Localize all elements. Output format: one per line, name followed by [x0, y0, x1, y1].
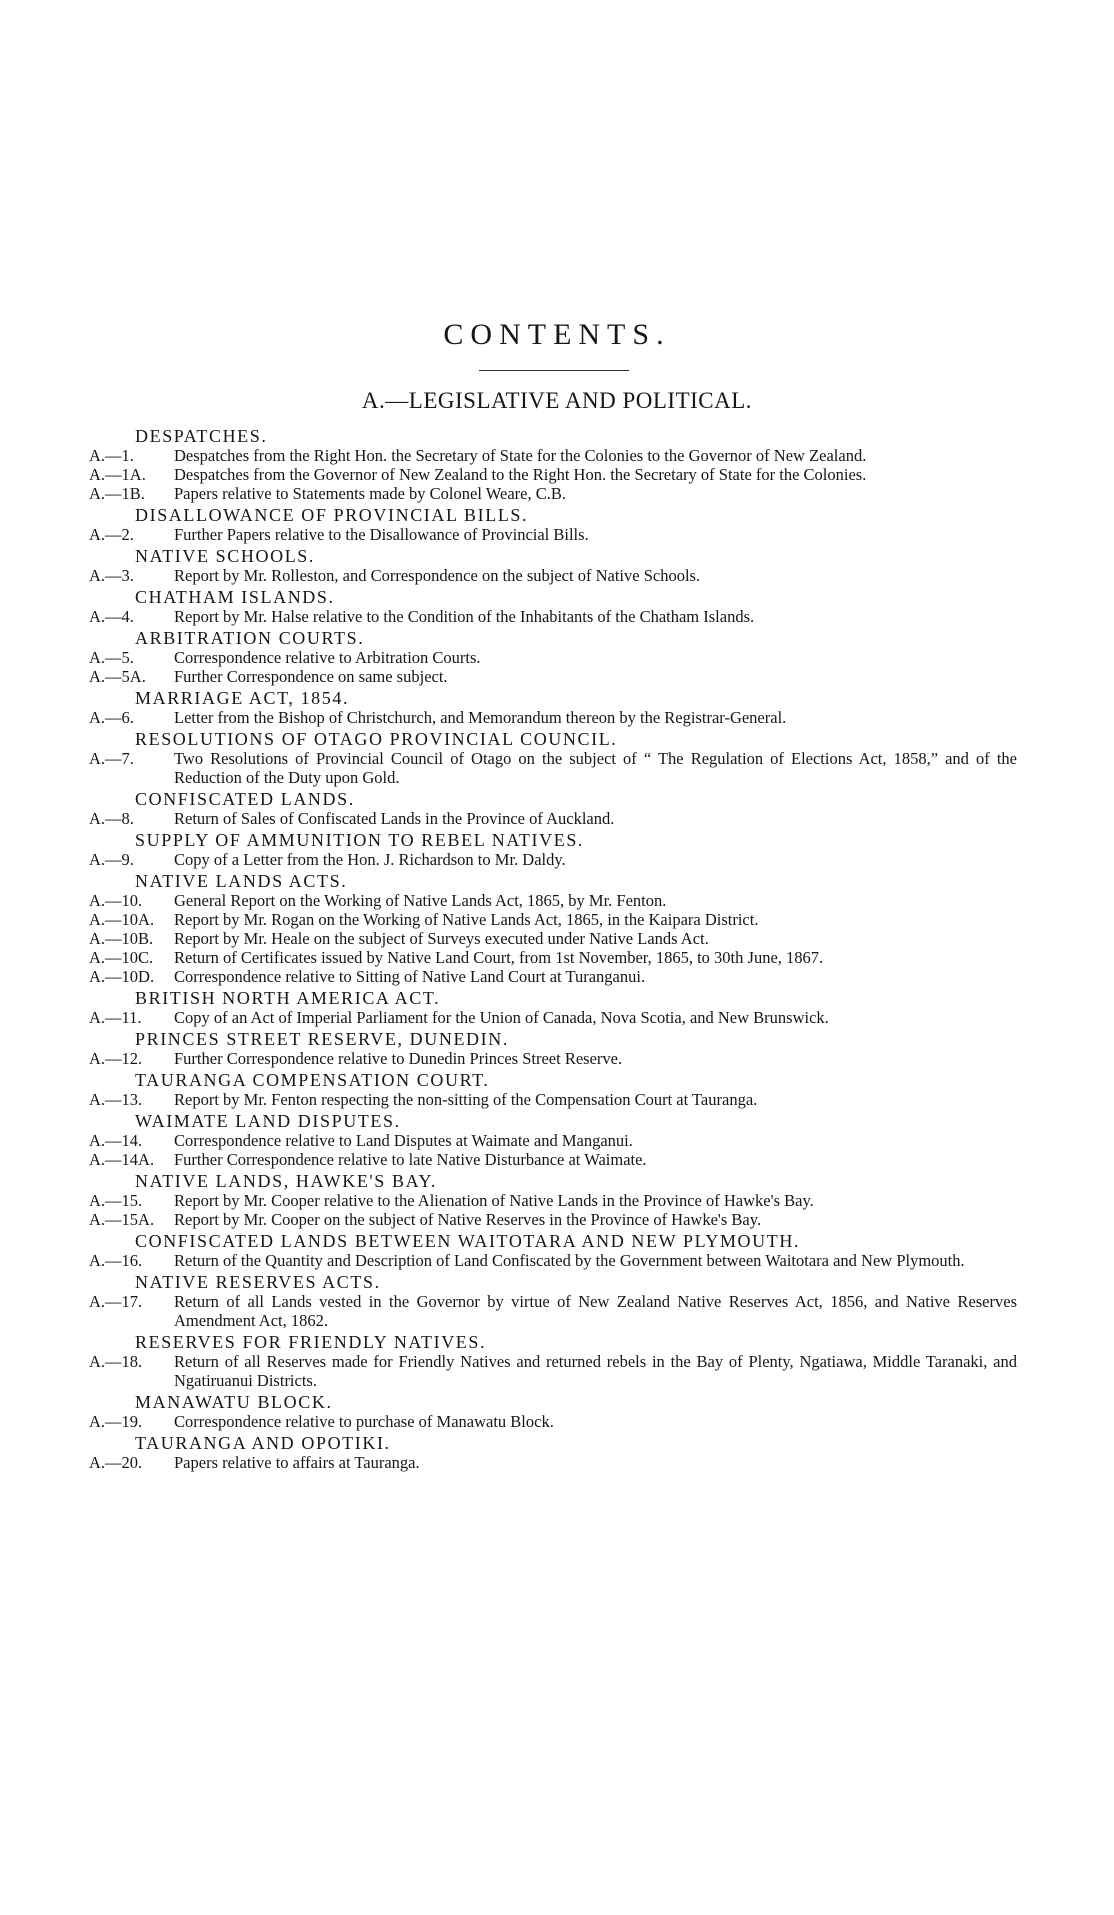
entry-description: Copy of a Letter from the Hon. J. Richardson to Mr. Daldy. [174, 850, 566, 869]
entry-code: A.—20. [89, 1453, 143, 1472]
group-heading: DESPATCHES. [135, 426, 268, 446]
entry-description: Report by Mr. Cooper relative to the Alienation of Native Lands in the Province of Hawke's Bay. [174, 1191, 814, 1210]
contents-entry [89, 667, 1017, 686]
contents-group [89, 588, 1017, 626]
contents-entry [89, 1090, 1017, 1109]
contents-entry [89, 948, 1017, 967]
entry-description: Return of Sales of Confiscated Lands in the Province of Auckland. [174, 809, 615, 828]
contents-group [89, 1434, 1017, 1472]
entry-code: A.—10D. [89, 967, 155, 986]
contents-entry [89, 648, 1017, 667]
contents-entry [89, 607, 1017, 626]
contents-entry [89, 967, 1017, 986]
contents-entry [89, 1008, 1017, 1027]
entry-description: Papers relative to affairs at Tauranga. [174, 1453, 420, 1472]
contents-group [89, 1333, 1017, 1390]
entry-description: General Report on the Working of Native Lands Act, 1865, by Mr. Fenton. [174, 891, 667, 910]
entry-code: A.—18. [89, 1352, 143, 1371]
group-heading: RESERVES FOR FRIENDLY NATIVES. [135, 1332, 487, 1352]
group-heading: NATIVE RESERVES ACTS. [135, 1272, 381, 1292]
contents-entry [89, 1191, 1017, 1210]
entry-description: Further Papers relative to the Disallowance of Provincial Bills. [174, 525, 589, 544]
group-heading: MANAWATU BLOCK. [135, 1392, 333, 1412]
entry-code: A.—16. [89, 1251, 143, 1270]
contents-group [89, 989, 1017, 1027]
entry-description: Report by Mr. Rogan on the Working of Native Lands Act, 1865, in the Kaipara District. [174, 910, 759, 929]
contents-group [89, 872, 1017, 986]
entry-description: Copy of an Act of Imperial Parliament for the Union of Canada, Nova Scotia, and New Brunswick. [174, 1008, 829, 1027]
entry-code: A.—1B. [89, 484, 145, 503]
contents-entry [89, 525, 1017, 544]
entry-code: A.—11. [89, 1008, 142, 1027]
page-title: CONTENTS. [443, 318, 671, 351]
entry-code: A.—14A. [89, 1150, 155, 1169]
entry-description: Further Correspondence relative to late Native Disturbance at Waimate. [174, 1150, 647, 1169]
entry-code: A.—3. [89, 566, 134, 585]
entry-description: Correspondence relative to Land Disputes at Waimate and Manganui. [174, 1131, 633, 1150]
group-heading: CONFISCATED LANDS. [135, 789, 355, 809]
contents-entry [89, 1412, 1017, 1431]
contents-group [89, 427, 1017, 503]
entry-code: A.—2. [89, 525, 134, 544]
entry-description: Report by Mr. Cooper on the subject of Native Reserves in the Province of Hawke's Bay. [174, 1210, 762, 1229]
contents-entry [89, 708, 1017, 727]
contents-group [89, 1273, 1017, 1330]
group-heading: ARBITRATION COURTS. [135, 628, 365, 648]
contents-group [89, 629, 1017, 686]
entry-code: A.—5. [89, 648, 134, 667]
contents-group [89, 730, 1017, 787]
contents-entry [89, 566, 1017, 585]
section-heading: A.—LEGISLATIVE AND POLITICAL. [361, 388, 753, 413]
contents-group [89, 547, 1017, 585]
contents-group [89, 831, 1017, 869]
entry-code: A.—13. [89, 1090, 143, 1109]
entry-description: Return of all Lands vested in the Governor by virtue of New Zealand Native Reserves Act, 1856, and Native Reserves Amendment Act, 1862. [174, 1292, 1017, 1330]
entry-description: Despatches from the Governor of New Zealand to the Right Hon. the Secretary of State for the Colonies. [174, 465, 867, 484]
group-heading: RESOLUTIONS OF OTAGO PROVINCIAL COUNCIL. [135, 729, 618, 749]
contents-entry [89, 809, 1017, 828]
contents-entry [89, 850, 1017, 869]
group-heading: CONFISCATED LANDS BETWEEN WAITOTARA AND NEW PLYMOUTH. [135, 1231, 801, 1251]
group-heading: CHATHAM ISLANDS. [135, 587, 335, 607]
entry-description: Report by Mr. Heale on the subject of Surveys executed under Native Lands Act. [174, 929, 709, 948]
entry-code: A.—8. [89, 809, 134, 828]
contents-entry [89, 1352, 1017, 1390]
contents-group [89, 689, 1017, 727]
entry-code: A.—15A. [89, 1210, 155, 1229]
entry-code: A.—1A. [89, 465, 146, 484]
contents-entry [89, 1150, 1017, 1169]
contents-group [89, 1172, 1017, 1229]
entry-code: A.—7. [89, 749, 134, 768]
entry-description: Return of the Quantity and Description of Land Confiscated by the Government between Waitotara and New Plymouth. [174, 1251, 965, 1270]
group-heading: NATIVE LANDS ACTS. [135, 871, 348, 891]
group-heading: TAURANGA AND OPOTIKI. [135, 1433, 391, 1453]
entry-description: Report by Mr. Halse relative to the Condition of the Inhabitants of the Chatham Islands. [174, 607, 755, 626]
entry-code: A.—15. [89, 1191, 143, 1210]
entry-code: A.—17. [89, 1292, 143, 1311]
contents-entry [89, 1292, 1017, 1330]
entry-code: A.—10C. [89, 948, 154, 967]
contents-entry [89, 929, 1017, 948]
entry-code: A.—12. [89, 1049, 143, 1068]
entry-code: A.—1. [89, 446, 134, 465]
group-heading: SUPPLY OF AMMUNITION TO REBEL NATIVES. [135, 830, 585, 850]
contents-group [89, 1393, 1017, 1431]
group-heading: DISALLOWANCE OF PROVINCIAL BILLS. [135, 505, 529, 525]
entry-code: A.—6. [89, 708, 134, 727]
entry-description: Further Correspondence on same subject. [174, 667, 448, 686]
contents-entry [89, 1210, 1017, 1229]
entry-description: Return of Certificates issued by Native Land Court, from 1st November, 1865, to 30th June, 1867. [174, 948, 824, 967]
contents-group [89, 1071, 1017, 1109]
entry-description: Correspondence relative to Arbitration Courts. [174, 648, 481, 667]
contents-group [89, 1030, 1017, 1068]
contents-entry [89, 1251, 1017, 1270]
entry-code: A.—10A. [89, 910, 155, 929]
entry-description: Return of all Reserves made for Friendly Natives and returned rebels in the Bay of Plenty, Ngatiawa, Middle Taranaki, and Ngatiruanui Districts. [174, 1352, 1017, 1390]
group-heading: NATIVE LANDS, HAWKE'S BAY. [135, 1171, 437, 1191]
contents-entry [89, 484, 1017, 503]
entry-description: Report by Mr. Rolleston, and Correspondence on the subject of Native Schools. [174, 566, 701, 585]
entry-description: Further Correspondence relative to Dunedin Princes Street Reserve. [174, 1049, 623, 1068]
entry-description: Report by Mr. Fenton respecting the non-sitting of the Compensation Court at Tauranga. [174, 1090, 758, 1109]
entry-code: A.—19. [89, 1412, 143, 1431]
entry-description: Papers relative to Statements made by Colonel Weare, C.B. [174, 484, 566, 503]
contents-entry [89, 1049, 1017, 1068]
contents-group [89, 1232, 1017, 1270]
entry-code: A.—5A. [89, 667, 146, 686]
group-heading: WAIMATE LAND DISPUTES. [135, 1111, 401, 1131]
group-heading: TAURANGA COMPENSATION COURT. [135, 1070, 490, 1090]
contents-entry [89, 1131, 1017, 1150]
contents-entry [89, 1453, 1017, 1472]
title-rule [479, 370, 629, 371]
contents-entry [89, 749, 1017, 787]
entry-code: A.—10B. [89, 929, 154, 948]
group-heading: PRINCES STREET RESERVE, DUNEDIN. [135, 1029, 509, 1049]
entry-description: Two Resolutions of Provincial Council of Otago on the subject of “ The Regulation of Elections Act, 1858,” and of the Reduction of the Duty upon Gold. [174, 749, 1017, 787]
entry-description: Despatches from the Right Hon. the Secretary of State for the Colonies to the Governor of New Zealand. [174, 446, 867, 465]
contents-group [89, 790, 1017, 828]
entry-description: Correspondence relative to purchase of Manawatu Block. [174, 1412, 554, 1431]
contents-entry [89, 446, 1017, 465]
contents-entry [89, 910, 1017, 929]
contents-entry [89, 891, 1017, 910]
contents-group [89, 506, 1017, 544]
entry-code: A.—14. [89, 1131, 143, 1150]
contents-entry [89, 465, 1017, 484]
group-heading: BRITISH NORTH AMERICA ACT. [135, 988, 441, 1008]
contents-group [89, 1112, 1017, 1169]
entry-description: Correspondence relative to Sitting of Native Land Court at Turanganui. [174, 967, 646, 986]
group-heading: MARRIAGE ACT, 1854. [135, 688, 350, 708]
entry-code: A.—10. [89, 891, 143, 910]
entry-description: Letter from the Bishop of Christchurch, and Memorandum thereon by the Registrar-General. [174, 708, 787, 727]
entry-code: A.—9. [89, 850, 134, 869]
entry-code: A.—4. [89, 607, 134, 626]
contents-list [89, 424, 1017, 1472]
group-heading: NATIVE SCHOOLS. [135, 546, 316, 566]
